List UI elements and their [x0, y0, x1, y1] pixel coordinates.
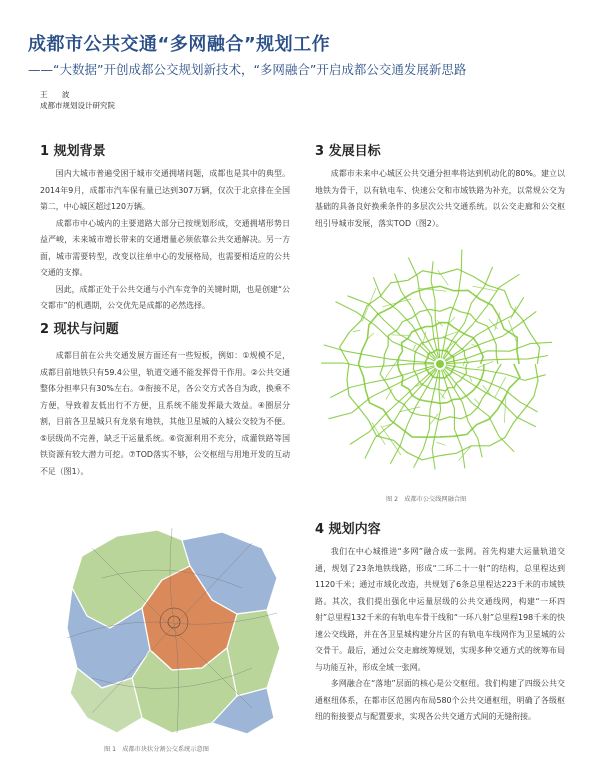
network-link — [459, 446, 472, 461]
section-1-para-1: 国内大城市普遍受困于城市交通拥堵问题，成都也是其中的典型。2014年9月，成都市汽车保有量已达到307万辆，仅次于北京排在全国第二，中心城区超过120万辆。 — [40, 169, 290, 211]
article-title: 成都市公共交通“多网融合”规划工作 — [28, 34, 331, 55]
network-link — [362, 288, 376, 321]
section-2-para-1: 成都目前在公共交通发展方面还有一些短板，例如：①规模不足，成都目前地铁只有59.4公里，轨道交通不能发挥骨干作用。②公共交通整体分担率只有30%左右。③衔接不足，各公交方式各自为政，换乘不方便，导致着友低出行不方便，且系统不能发挥最大效益。④圈层分割，目前各卫星城只有龙泉有地铁，其他卫星城的入城公交较为不便。⑤层级尚不完善，缺乏干运量系统。⑥资源利用不充分，成灌铁路等国铁资源有较大潜力可挖。⑦TOD落实不够，公交枢纽与用地开发的互动不足（图1）。 — [40, 351, 290, 476]
network-link — [463, 361, 465, 366]
network-radial-line — [350, 368, 436, 445]
network-link — [385, 359, 398, 379]
figure-1-caption: 图 1 成都市块状分割公交系统示意图 — [104, 746, 209, 753]
section-1-heading: 1 规划背景 — [40, 144, 106, 159]
network-radial-line — [321, 363, 434, 367]
section-2-body — [40, 348, 290, 480]
section-4-para-1: 我们在中心城推进“多网”融合成一张网。首先构建大运量轨道交通，规划了23条地铁线路，形成“二环二十一射”的结构，总里程达到1120千米；通过市域化改造，共规划了6条总里程达223千米的市域铁路。其次，我们提出强化中运量层级的公共交通线网，构建“一环四射”总里程132千米的有轨电车骨干线和“一环八射”总里程198千米的快速公交线路，并在各卫星城构建分片区的有轨电车线网作为卫星城的公交骨干。最后，通过公交走廊统筹规划，实现多种交通方式的统筹布局与功能互补，形成全域一张网。 — [315, 547, 565, 672]
network-radial-line — [444, 274, 520, 359]
network-link — [436, 442, 445, 445]
article-subtitle: ——“大数据”开创成都公交规划新技术，“多网融合”开启成都公交通发展新思路 — [28, 62, 467, 77]
network-radial-line — [443, 369, 483, 457]
section-4-body — [315, 544, 565, 726]
network-link — [504, 398, 506, 423]
network-link — [353, 330, 361, 332]
section-2-heading: 2 现状与问题 — [40, 322, 119, 337]
section-4-para-2: 多网融合在“落地”层面的核心是公交枢纽。我们构建了四级公共交通枢纽体系，在都市区范围内布局580个公共交通枢纽，明确了各级枢纽的衔接要点与配置要求，实现各公共交通方式间的无缝衔接。 — [315, 679, 565, 721]
network-link — [477, 362, 493, 369]
network-radial-line — [445, 367, 537, 412]
network-link — [474, 399, 479, 405]
network-link — [386, 389, 392, 400]
network-link — [495, 313, 500, 331]
network-radial-line — [328, 367, 434, 419]
network-link — [494, 377, 505, 398]
author-affiliation: 成都市规划设计研究院 — [40, 101, 115, 110]
section-1-body — [40, 166, 290, 315]
network-center — [436, 360, 444, 368]
author-name: 王 波 — [40, 90, 76, 99]
section-1-para-2: 成都市中心城内的主要道路大部分已按规划形成，交通拥堵形势日益严峻，未来城市增长带来的交通增量必须依靠公共交通解决。另一方面，城市需要转型，改变以往单中心的发展格局，也需要相适应的公共交通的支撑。 — [40, 218, 290, 277]
figure-2-caption: 图 2 成都市公交线网融合图 — [386, 496, 467, 503]
network-link — [383, 299, 412, 307]
section-3-heading: 3 发展目标 — [315, 144, 381, 159]
network-radial-line — [443, 267, 493, 359]
network-link — [381, 425, 402, 455]
figure-2-network — [318, 246, 558, 486]
network-link — [442, 387, 449, 398]
figure-1-map-graphic — [62, 518, 282, 738]
network-link — [392, 335, 409, 336]
section-3-body — [315, 166, 565, 232]
network-link — [413, 345, 416, 350]
section-4-heading: 4 规划内容 — [315, 522, 381, 537]
section-1-para-3: 因此，成都正处于公共交通与小汽车竞争的关键时期，也是创建“公交都市”的机遇期，公交优先是成都的必然选择。 — [40, 284, 290, 310]
section-3-para-1: 成都市未来中心城区公共交通分担率将达到机动化的80%。建立以地铁为骨干，以有轨电车、快速公交和市域铁路为补充，以常规公交为基础的具备良好换乘条件的多层次公共交通系统。以公交走廊和公交枢纽引导城市发展，落实TOD（图2）。 — [315, 169, 565, 228]
figure-1-map — [62, 518, 282, 738]
figure-2-network-graphic — [318, 246, 558, 486]
